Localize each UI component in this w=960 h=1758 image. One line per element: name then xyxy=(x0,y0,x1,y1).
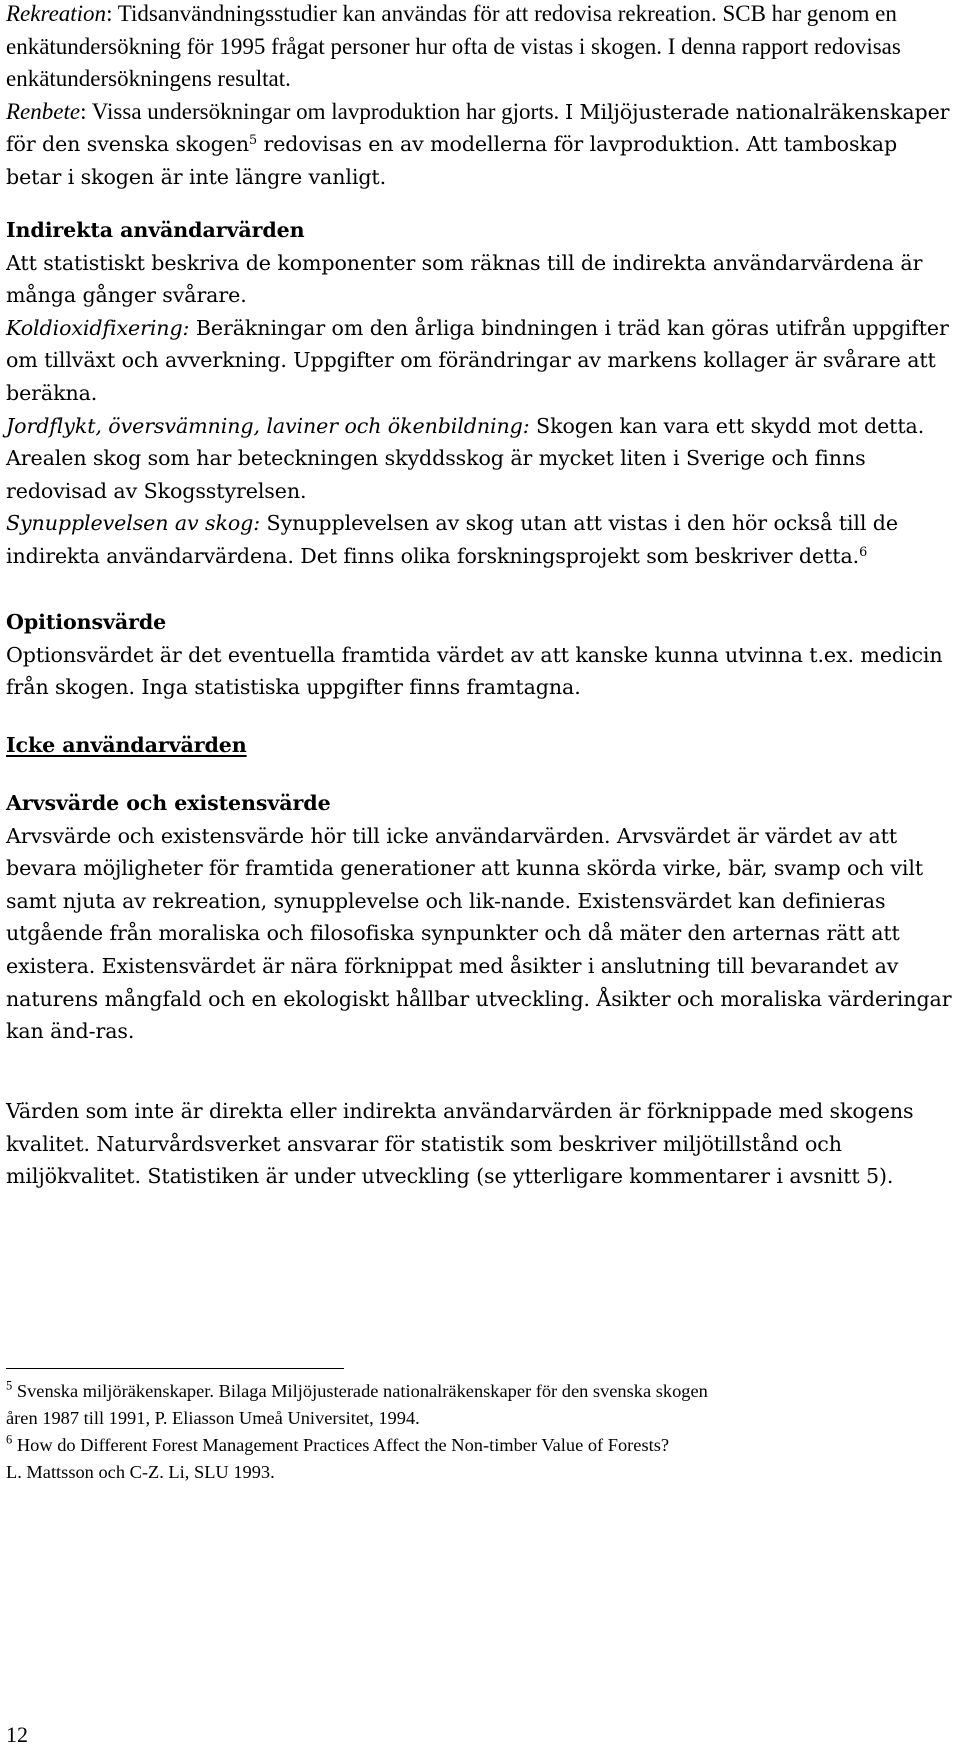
arvsvarde-section xyxy=(6,787,956,1048)
closing-section xyxy=(6,1095,956,1193)
synupplevelse-text: Synupplevelsen av skog utan att vistas i den hör också till de indirekta användarvärdena. Det finns olika forskningsprojekt som beskriver detta. xyxy=(6,511,898,568)
footnote-5-line2: åren 1987 till 1991, P. Eliasson Umeå Universitet, 1994. xyxy=(6,1408,420,1428)
footnote-6-line2: L. Mattsson och C-Z. Li, SLU 1993. xyxy=(6,1462,275,1482)
footnote-ref-5: 5 xyxy=(249,133,258,149)
koldioxid-text: Beräkningar om den årliga bindningen i träd kan göras utifrån uppgifter om tillväxt och avverkning. Uppgifter om förändringar av markens kollager är svårare att beräkna. xyxy=(6,315,949,405)
renbete-text: I Miljöjusterade nationalräkenskaper för den svenska skogen xyxy=(6,99,950,157)
footnote-5-line1 xyxy=(6,1378,956,1405)
footnotes xyxy=(6,1378,956,1486)
footnote-6-text: How do Different Forest Management Practices Affect the Non-timber Value of Forests? xyxy=(16,1435,670,1455)
synupplevelse-label: Synupplevelsen av skog: xyxy=(6,511,261,536)
page-number: 12 xyxy=(6,1722,28,1747)
jordflykt-label: Jordflykt, översvämning, laviner och ökenbildning: xyxy=(6,413,530,438)
rekreation-label: Rekreation xyxy=(6,1,107,26)
renbete-text-times: : Vissa undersökningar om lavproduktion har gjorts. xyxy=(80,98,566,124)
footnote-ref-6: 6 xyxy=(859,544,868,560)
jordflykt-paragraph xyxy=(6,410,956,508)
renbete-label: Renbete xyxy=(6,98,81,124)
icke-heading: Icke användarvärden xyxy=(6,733,247,757)
rekreation-text: : Tidsanvändningsstudier kan användas för att redovisa rekreation. SCB har genom en enkätundersökning för 1995 frågat personer hur ofta de vistas i skogen. I denna rapport redovisas enkätundersökningens resultat. xyxy=(6,1,901,92)
koldioxid-label: Koldioxidfixering: xyxy=(6,315,190,340)
footnote-5-text: Svenska miljöräkenskaper. Bilaga Miljöjusterade nationalräkenskaper för den svenska skogen xyxy=(16,1381,708,1401)
indirekta-intro: Att statistiskt beskriva de komponenter som räknas till de indirekta användarvärdena är många gånger svårare. xyxy=(6,250,923,308)
koldioxid-paragraph xyxy=(6,312,956,410)
synupplevelse-paragraph xyxy=(6,507,956,572)
icke-section xyxy=(6,729,956,762)
optionsvarde-section xyxy=(6,606,956,704)
jordflykt-text: Skogen kan vara ett skydd mot detta. Arealen skog som har beteckningen skyddsskog är mycket liten i Sverige och finns redovisad av Skogsstyrelsen. xyxy=(6,413,925,503)
optionsvarde-text: Optionsvärdet är det eventuella framtida värdet av att kanske kunna utvinna t.ex. medicin från skogen. Inga statistiska uppgifter finns framtagna. xyxy=(6,642,943,700)
indirekta-section xyxy=(6,214,956,573)
footnote-divider xyxy=(6,1368,344,1369)
renbete-paragraph xyxy=(6,96,956,194)
footnote-6-line1 xyxy=(6,1432,956,1459)
indirekta-heading: Indirekta användarvärden xyxy=(6,218,305,242)
renbete-text-after: redovisas en av modellerna för lavproduktion. Att tamboskap betar i skogen är inte längre vanligt. xyxy=(6,132,898,189)
top-section xyxy=(6,0,956,194)
arvsvarde-text: Arvsvärde och existensvärde hör till icke användarvärden. Arvsvärdet är värdet av att bevara möjligheter för framtida generationer att kunna skörda virke, bär, svamp och vilt samt njuta av rekreation, synupplevelse och lik-nande. Existensvärdet kan definieras utgående från moraliska och filosofiska synpunkter och då mäter den arternas rätt att existera. Existensvärdet är nära förknippat med åsikter i anslutning till bevarandet av naturens mångfald och en ekologiskt hållbar utveckling. Åsikter och moraliska värderingar kan änd-ras. xyxy=(6,823,952,1044)
closing-paragraph: Värden som inte är direkta eller indirekta användarvärden är förknippade med skogens kvalitet. Naturvårdsverket ansvarar för statistik som beskriver miljötillstånd och miljökvalitet. Statistiken är under utveckling (se ytterligare kommentarer i avsnitt 5). xyxy=(6,1099,914,1189)
arvsvarde-heading: Arvsvärde och existensvärde xyxy=(6,791,331,815)
rekreation-paragraph xyxy=(6,0,956,96)
optionsvarde-heading: Opitionsvärde xyxy=(6,610,167,634)
footnote-6-number: 6 xyxy=(6,1432,13,1447)
footnote-5-number: 5 xyxy=(6,1378,13,1393)
